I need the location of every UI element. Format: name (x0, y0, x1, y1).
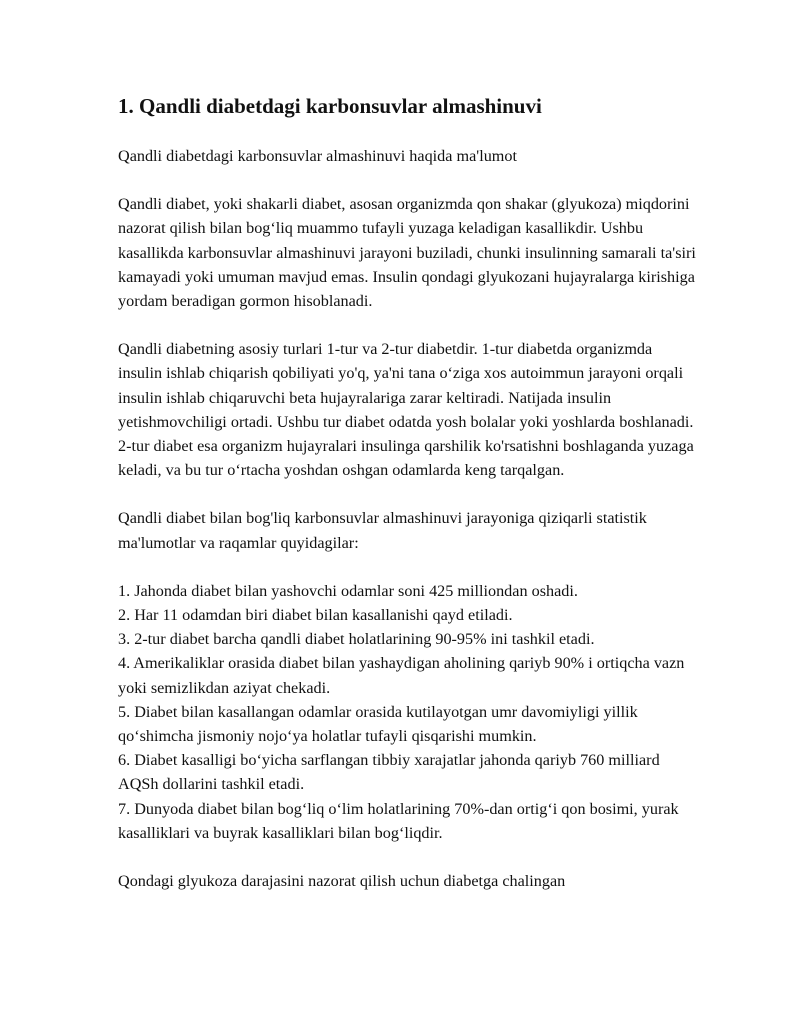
intro-paragraph: Qandli diabetdagi karbonsuvlar almashinuvi haqida ma'lumot (118, 147, 517, 165)
list-item: 3. 2-tur diabet barcha qandli diabet holatlarining 90-95% ini tashkil etadi. (118, 630, 595, 649)
paragraph-types: Qandli diabetning asosiy turlari 1-tur va 2-tur diabetdir. 1-tur diabetda organizmda insulin ishlab chiqarish qobiliyati yo'q, ya'ni tana o‘ziga xos autoimmun jarayoni orqali insulin ishlab chiqaruvchi beta hujayralariga zarar keltiradi. Natijada insulin yetishmovchiligi ortadi. Ushbu tur diabet odatda yosh bolalar yoki yoshlarda boshlanadi. 2-tur diabet esa organizm hujayralari insulinga qarshilik ko'rsatishni boshlaganda yuzaga keladi, va bu tur o‘rtacha yoshdan oshgan odamlarda keng tarqalgan. (118, 340, 694, 480)
document-page (118, 91, 698, 917)
list-item: 4. Amerikaliklar orasida diabet bilan yashaydigan aholining qariyb 90% i ortiqcha vazn yoki semizlikdan aziyat chekadi. (118, 654, 685, 697)
paragraph-glucose-control: Qondagi glyukoza darajasini nazorat qilish uchun diabetga chalingan (118, 872, 566, 891)
list-item: 2. Har 11 odamdan biri diabet bilan kasallanishi qayd etiladi. (118, 606, 513, 625)
list-item: 1. Jahonda diabet bilan yashovchi odamlar soni 425 milliondan oshadi. (118, 581, 578, 600)
list-item: 6. Diabet kasalligi bo‘yicha sarflangan tibbiy xarajatlar jahonda qariyb 760 milliard AQSh dollarini tashkil etadi. (118, 751, 660, 794)
paragraph-definition: Qandli diabet, yoki shakarli diabet, asosan organizmda qon shakar (glyukoza) miqdorini nazorat qilish bilan bog‘liq muammo tufayli yuzaga keladigan kasallikdir. Ushbu kasallikda karbonsuvlar almashinuvi jarayoni buziladi, chunki insulinning samarali ta'siri kamayadi yoki umuman mavjud emas. Insulin qondagi glyukozani hujayralarga kirishiga yordam beradigan gormon hisoblanadi. (118, 195, 696, 311)
document-title: 1. Qandli diabetdagi karbonsuvlar almashinuvi (118, 94, 542, 118)
statistics-list (118, 579, 698, 845)
list-item: 7. Dunyoda diabet bilan bog‘liq o‘lim holatlarining 70%-dan ortig‘i qon bosimi, yurak kasalliklari va buyrak kasalliklari bilan bog‘liqdir. (118, 799, 679, 842)
list-item: 5. Diabet bilan kasallangan odamlar orasida kutilayotgan umr davomiyligi yillik qo‘shimcha jismoniy nojo‘ya holatlar tufayli qisqarishi mumkin. (118, 702, 638, 746)
paragraph-statistics-intro: Qandli diabet bilan bog'liq karbonsuvlar almashinuvi jarayoniga qiziqarli statistik ma'lumotlar va raqamlar quyidagilar: (118, 509, 647, 552)
